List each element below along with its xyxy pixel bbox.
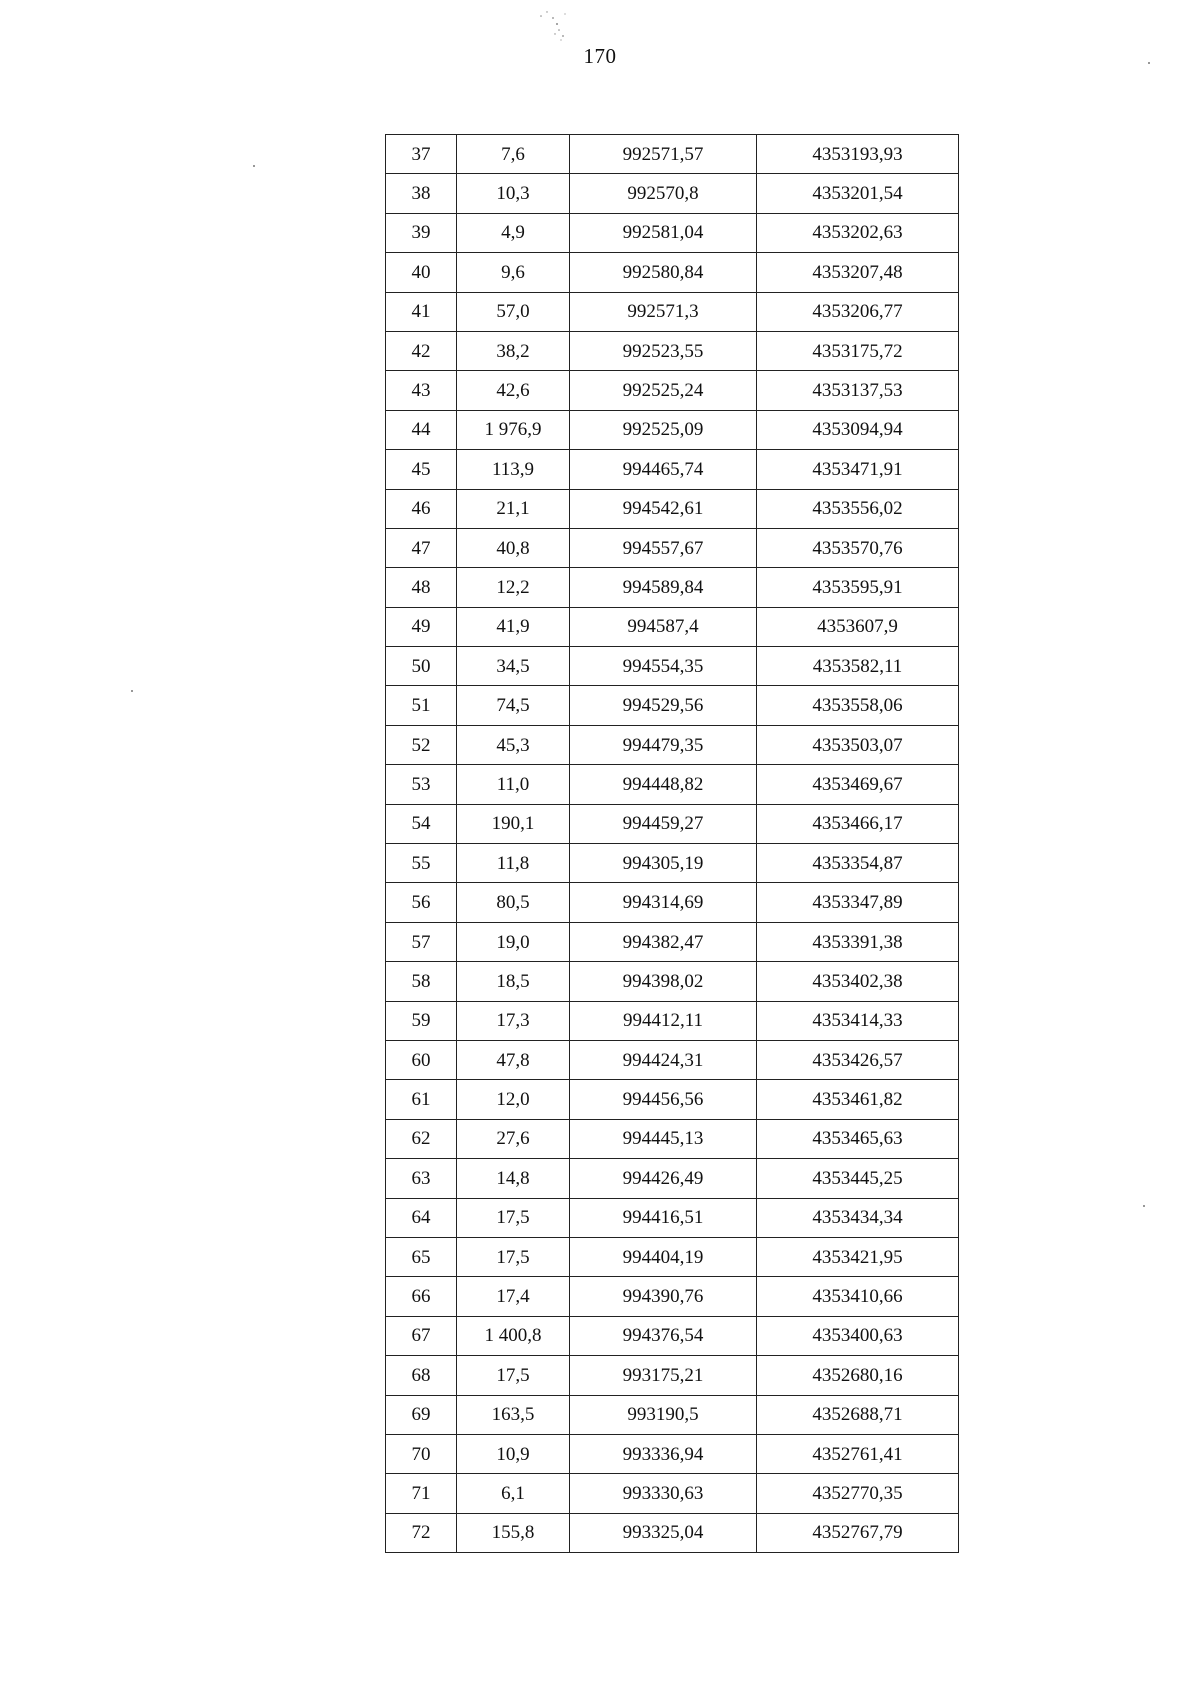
y-coordinate-cell: 4353202,63 (757, 213, 959, 252)
point-number-cell: 50 (386, 647, 457, 686)
point-number-cell: 43 (386, 371, 457, 410)
x-coordinate-cell: 994305,19 (570, 844, 757, 883)
table-row (386, 765, 959, 804)
y-coordinate-cell: 4353469,67 (757, 765, 959, 804)
scan-speck (253, 165, 255, 167)
x-coordinate-cell: 994390,76 (570, 1277, 757, 1316)
segment-length-cell: 17,5 (457, 1198, 570, 1237)
table-row (386, 1474, 959, 1513)
point-number-cell: 37 (386, 135, 457, 174)
y-coordinate-cell: 4353347,89 (757, 883, 959, 922)
segment-length-cell: 10,3 (457, 174, 570, 213)
x-coordinate-cell: 992571,3 (570, 292, 757, 331)
coordinates-table-body (386, 135, 959, 1553)
y-coordinate-cell: 4353206,77 (757, 292, 959, 331)
y-coordinate-cell: 4353426,57 (757, 1040, 959, 1079)
table-row (386, 1198, 959, 1237)
point-number-cell: 53 (386, 765, 457, 804)
x-coordinate-cell: 992570,8 (570, 174, 757, 213)
x-coordinate-cell: 992571,57 (570, 135, 757, 174)
segment-length-cell: 163,5 (457, 1395, 570, 1434)
y-coordinate-cell: 4352767,79 (757, 1513, 959, 1552)
point-number-cell: 54 (386, 804, 457, 843)
table-row (386, 213, 959, 252)
x-coordinate-cell: 994426,49 (570, 1159, 757, 1198)
y-coordinate-cell: 4353461,82 (757, 1080, 959, 1119)
table-row (386, 1040, 959, 1079)
y-coordinate-cell: 4353094,94 (757, 410, 959, 449)
table-row (386, 844, 959, 883)
segment-length-cell: 38,2 (457, 331, 570, 370)
point-number-cell: 68 (386, 1356, 457, 1395)
y-coordinate-cell: 4353354,87 (757, 844, 959, 883)
segment-length-cell: 45,3 (457, 725, 570, 764)
table-row (386, 1159, 959, 1198)
segment-length-cell: 34,5 (457, 647, 570, 686)
x-coordinate-cell: 993330,63 (570, 1474, 757, 1513)
segment-length-cell: 1 976,9 (457, 410, 570, 449)
y-coordinate-cell: 4353607,9 (757, 607, 959, 646)
x-coordinate-cell: 994542,61 (570, 489, 757, 528)
x-coordinate-cell: 994416,51 (570, 1198, 757, 1237)
table-row (386, 331, 959, 370)
y-coordinate-cell: 4353414,33 (757, 1001, 959, 1040)
table-row (386, 371, 959, 410)
segment-length-cell: 1 400,8 (457, 1316, 570, 1355)
segment-length-cell: 12,0 (457, 1080, 570, 1119)
y-coordinate-cell: 4353503,07 (757, 725, 959, 764)
table-row (386, 962, 959, 1001)
table-row (386, 528, 959, 567)
y-coordinate-cell: 4353402,38 (757, 962, 959, 1001)
table-row (386, 410, 959, 449)
point-number-cell: 71 (386, 1474, 457, 1513)
segment-length-cell: 190,1 (457, 804, 570, 843)
y-coordinate-cell: 4353391,38 (757, 922, 959, 961)
y-coordinate-cell: 4353465,63 (757, 1119, 959, 1158)
segment-length-cell: 21,1 (457, 489, 570, 528)
point-number-cell: 56 (386, 883, 457, 922)
table-row (386, 1434, 959, 1473)
table-row (386, 568, 959, 607)
x-coordinate-cell: 994456,56 (570, 1080, 757, 1119)
x-coordinate-cell: 994589,84 (570, 568, 757, 607)
segment-length-cell: 40,8 (457, 528, 570, 567)
table-row (386, 1080, 959, 1119)
y-coordinate-cell: 4353193,93 (757, 135, 959, 174)
x-coordinate-cell: 994554,35 (570, 647, 757, 686)
point-number-cell: 49 (386, 607, 457, 646)
segment-length-cell: 80,5 (457, 883, 570, 922)
point-number-cell: 47 (386, 528, 457, 567)
y-coordinate-cell: 4353570,76 (757, 528, 959, 567)
y-coordinate-cell: 4353434,34 (757, 1198, 959, 1237)
y-coordinate-cell: 4353137,53 (757, 371, 959, 410)
y-coordinate-cell: 4353201,54 (757, 174, 959, 213)
point-number-cell: 63 (386, 1159, 457, 1198)
coordinates-table (385, 134, 959, 1553)
point-number-cell: 39 (386, 213, 457, 252)
x-coordinate-cell: 994587,4 (570, 607, 757, 646)
point-number-cell: 48 (386, 568, 457, 607)
y-coordinate-cell: 4353207,48 (757, 253, 959, 292)
table-row (386, 1001, 959, 1040)
segment-length-cell: 17,5 (457, 1237, 570, 1276)
point-number-cell: 70 (386, 1434, 457, 1473)
point-number-cell: 60 (386, 1040, 457, 1079)
x-coordinate-cell: 994529,56 (570, 686, 757, 725)
point-number-cell: 61 (386, 1080, 457, 1119)
segment-length-cell: 6,1 (457, 1474, 570, 1513)
y-coordinate-cell: 4353558,06 (757, 686, 959, 725)
table-row (386, 1356, 959, 1395)
segment-length-cell: 10,9 (457, 1434, 570, 1473)
point-number-cell: 52 (386, 725, 457, 764)
point-number-cell: 59 (386, 1001, 457, 1040)
y-coordinate-cell: 4353400,63 (757, 1316, 959, 1355)
point-number-cell: 55 (386, 844, 457, 883)
x-coordinate-cell: 992525,09 (570, 410, 757, 449)
point-number-cell: 64 (386, 1198, 457, 1237)
segment-length-cell: 57,0 (457, 292, 570, 331)
table-row (386, 647, 959, 686)
x-coordinate-cell: 992581,04 (570, 213, 757, 252)
segment-length-cell: 14,8 (457, 1159, 570, 1198)
point-number-cell: 62 (386, 1119, 457, 1158)
x-coordinate-cell: 992525,24 (570, 371, 757, 410)
segment-length-cell: 41,9 (457, 607, 570, 646)
table-row (386, 725, 959, 764)
table-row (386, 450, 959, 489)
segment-length-cell: 17,5 (457, 1356, 570, 1395)
table-row (386, 883, 959, 922)
table-row (386, 1513, 959, 1552)
table-row (386, 686, 959, 725)
table-row (386, 292, 959, 331)
x-coordinate-cell: 994412,11 (570, 1001, 757, 1040)
x-coordinate-cell: 994459,27 (570, 804, 757, 843)
segment-length-cell: 19,0 (457, 922, 570, 961)
point-number-cell: 58 (386, 962, 457, 1001)
x-coordinate-cell: 992580,84 (570, 253, 757, 292)
x-coordinate-cell: 993336,94 (570, 1434, 757, 1473)
x-coordinate-cell: 994376,54 (570, 1316, 757, 1355)
point-number-cell: 40 (386, 253, 457, 292)
x-coordinate-cell: 993175,21 (570, 1356, 757, 1395)
segment-length-cell: 4,9 (457, 213, 570, 252)
y-coordinate-cell: 4353175,72 (757, 331, 959, 370)
x-coordinate-cell: 994424,31 (570, 1040, 757, 1079)
table-row (386, 922, 959, 961)
y-coordinate-cell: 4353410,66 (757, 1277, 959, 1316)
page-number: 170 (583, 44, 617, 68)
segment-length-cell: 11,0 (457, 765, 570, 804)
x-coordinate-cell: 994557,67 (570, 528, 757, 567)
segment-length-cell: 12,2 (457, 568, 570, 607)
point-number-cell: 67 (386, 1316, 457, 1355)
y-coordinate-cell: 4352680,16 (757, 1356, 959, 1395)
segment-length-cell: 47,8 (457, 1040, 570, 1079)
y-coordinate-cell: 4353595,91 (757, 568, 959, 607)
point-number-cell: 38 (386, 174, 457, 213)
segment-length-cell: 27,6 (457, 1119, 570, 1158)
table-row (386, 1237, 959, 1276)
x-coordinate-cell: 994479,35 (570, 725, 757, 764)
point-number-cell: 69 (386, 1395, 457, 1434)
scan-speck (131, 690, 133, 692)
table-row (386, 253, 959, 292)
segment-length-cell: 113,9 (457, 450, 570, 489)
y-coordinate-cell: 4353471,91 (757, 450, 959, 489)
segment-length-cell: 9,6 (457, 253, 570, 292)
y-coordinate-cell: 4353421,95 (757, 1237, 959, 1276)
point-number-cell: 44 (386, 410, 457, 449)
segment-length-cell: 17,4 (457, 1277, 570, 1316)
segment-length-cell: 17,3 (457, 1001, 570, 1040)
x-coordinate-cell: 993190,5 (570, 1395, 757, 1434)
segment-length-cell: 42,6 (457, 371, 570, 410)
point-number-cell: 57 (386, 922, 457, 961)
segment-length-cell: 7,6 (457, 135, 570, 174)
y-coordinate-cell: 4352761,41 (757, 1434, 959, 1473)
point-number-cell: 65 (386, 1237, 457, 1276)
x-coordinate-cell: 994445,13 (570, 1119, 757, 1158)
x-coordinate-cell: 993325,04 (570, 1513, 757, 1552)
y-coordinate-cell: 4352688,71 (757, 1395, 959, 1434)
table-row (386, 1277, 959, 1316)
scan-speck (1143, 1205, 1145, 1207)
table-row (386, 135, 959, 174)
point-number-cell: 42 (386, 331, 457, 370)
point-number-cell: 46 (386, 489, 457, 528)
y-coordinate-cell: 4353582,11 (757, 647, 959, 686)
point-number-cell: 72 (386, 1513, 457, 1552)
x-coordinate-cell: 994382,47 (570, 922, 757, 961)
table-row (386, 1316, 959, 1355)
x-coordinate-cell: 994398,02 (570, 962, 757, 1001)
point-number-cell: 66 (386, 1277, 457, 1316)
scan-artifact (535, 6, 575, 44)
table-row (386, 489, 959, 528)
x-coordinate-cell: 992523,55 (570, 331, 757, 370)
x-coordinate-cell: 994465,74 (570, 450, 757, 489)
x-coordinate-cell: 994314,69 (570, 883, 757, 922)
segment-length-cell: 155,8 (457, 1513, 570, 1552)
y-coordinate-cell: 4353445,25 (757, 1159, 959, 1198)
point-number-cell: 41 (386, 292, 457, 331)
table-row (386, 1395, 959, 1434)
segment-length-cell: 18,5 (457, 962, 570, 1001)
y-coordinate-cell: 4353556,02 (757, 489, 959, 528)
segment-length-cell: 11,8 (457, 844, 570, 883)
y-coordinate-cell: 4352770,35 (757, 1474, 959, 1513)
x-coordinate-cell: 994448,82 (570, 765, 757, 804)
y-coordinate-cell: 4353466,17 (757, 804, 959, 843)
table-row (386, 1119, 959, 1158)
table-row (386, 607, 959, 646)
table-row (386, 804, 959, 843)
point-number-cell: 45 (386, 450, 457, 489)
x-coordinate-cell: 994404,19 (570, 1237, 757, 1276)
segment-length-cell: 74,5 (457, 686, 570, 725)
table-row (386, 174, 959, 213)
point-number-cell: 51 (386, 686, 457, 725)
